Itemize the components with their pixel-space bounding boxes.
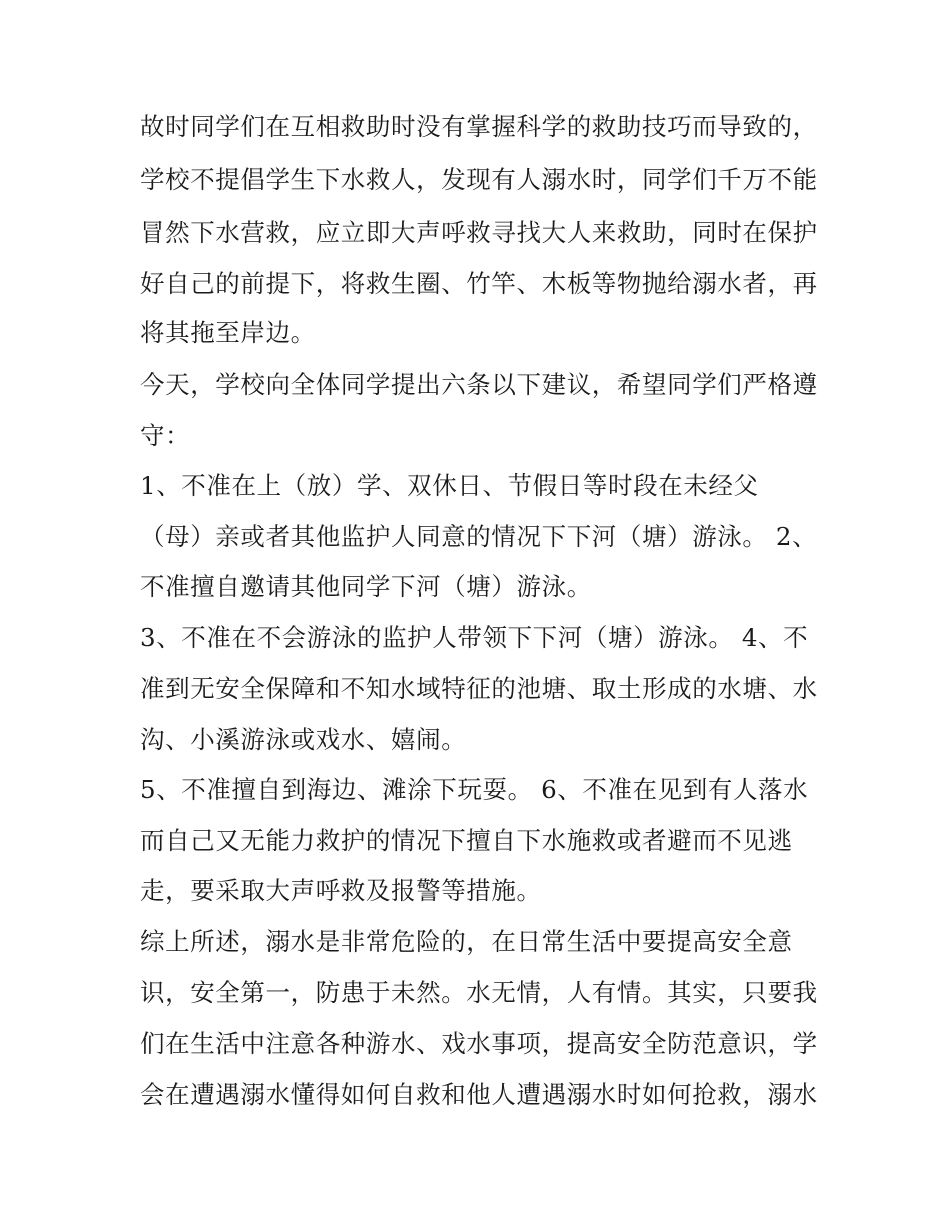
text-line: 守： [140,421,191,450]
text-line: 识，安全第一，防患于未然。水无情，人有情。其实，只要我 [140,978,818,1007]
text-line: 沟、小溪游泳或戏水、嬉闹。 [140,725,467,754]
text-line: 走，要采取大声呼救及报警等措施。 [140,876,542,905]
text-line: 们在生活中注意各种游水、戏水事项，提高安全防范意识，学 [140,1029,818,1058]
text-line: 会在遭遇溺水懂得如何自救和他人遭遇溺水时如何抢救，溺水 [140,1080,818,1109]
text-line: 故时同学们在互相救助时没有掌握科学的救助技巧而导致的， [140,112,818,141]
text-line: 准到无安全保障和不知水域特征的池塘、取土形成的水塘、水 [140,674,818,703]
text-line: 不准擅自邀请其他同学下河（塘）游泳。 [140,572,592,601]
text-line: 好自己的前提下，将救生圈、竹竿、木板等物抛给溺水者，再 [140,269,818,298]
text-line: 1、不准在上（放）学、双休日、节假日等时段在未经父 [140,471,759,500]
text-line: 综上所述，溺水是非常危险的，在日常生活中要提高安全意 [140,927,793,956]
text-line: （母）亲或者其他监护人同意的情况下下河（塘）游泳。 2、 [140,522,818,551]
text-line: 5、不准擅自到海边、滩涂下玩耍。 6、不准在见到有人落水 [140,775,809,804]
text-line: 将其拖至岸边。 [140,318,316,347]
text-line: 而自己又无能力救护的情况下擅自下水施救或者避而不见逃 [140,826,793,855]
text-line: 冒然下水营救，应立即大声呼救寻找大人来救助，同时在保护 [140,218,818,247]
text-line: 学校不提倡学生下水救人，发现有人溺水时，同学们千万不能 [140,165,818,194]
text-line: 3、不准在不会游泳的监护人带领下下河（塘）游泳。 4、不 [140,623,809,652]
text-line: 今天，学校向全体同学提出六条以下建议，希望同学们严格遵 [140,370,818,399]
